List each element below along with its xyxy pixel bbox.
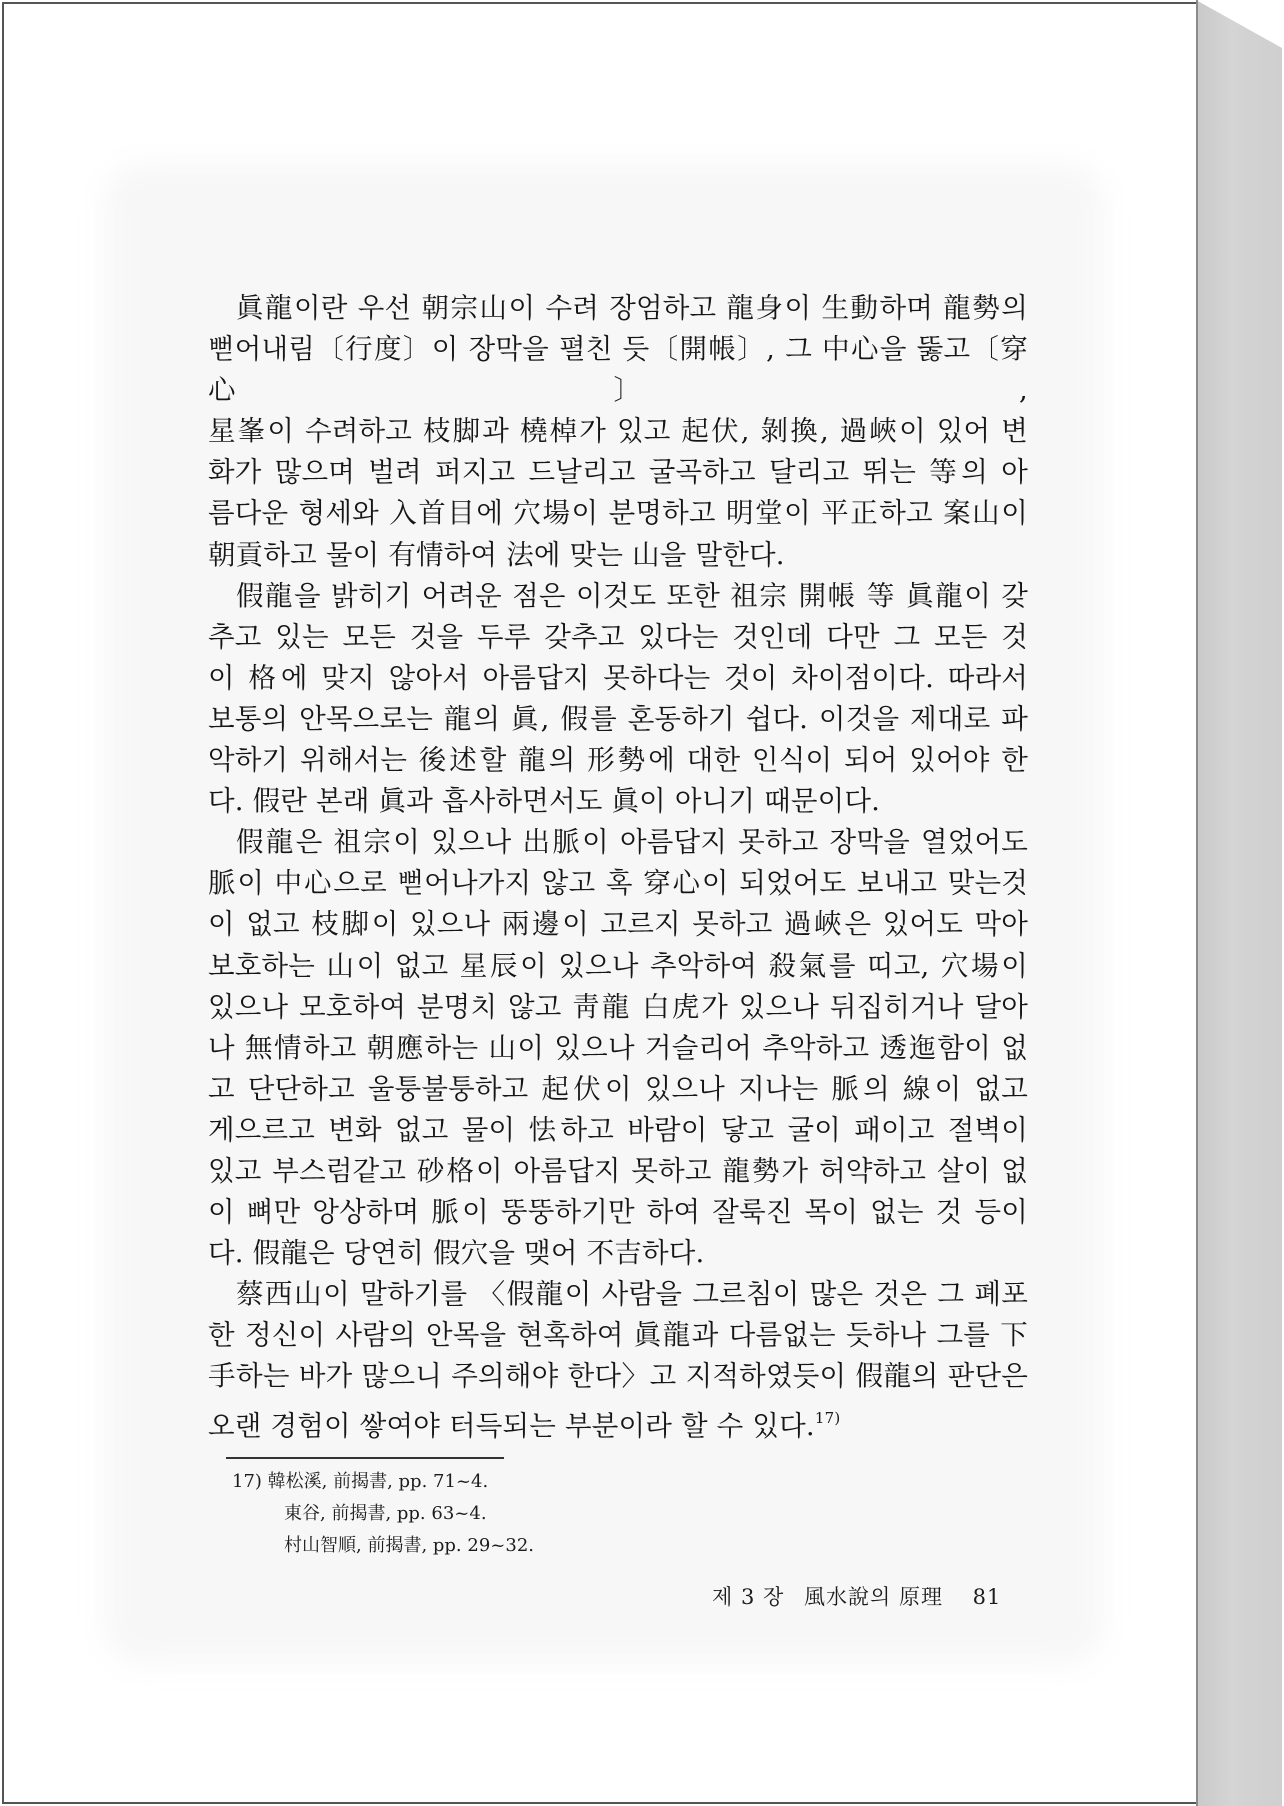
text-line: 假龍은 祖宗이 있으나 出脈이 아름답지 못하고 장막을 열었어도 bbox=[236, 826, 1028, 859]
body-text bbox=[208, 288, 1028, 1447]
text-line: 보통의 안목으로는 龍의 眞, 假를 혼동하기 쉽다. 이것을 제대로 파 bbox=[208, 702, 1028, 735]
text-line-final bbox=[208, 1398, 1028, 1447]
text-line: 蔡西山이 말하기를 〈假龍이 사람을 그르침이 많은 것은 그 폐포 bbox=[236, 1278, 1028, 1311]
footnote-entry: 東谷, 前揭書, pp. 63~4. bbox=[284, 1503, 487, 1524]
text-line: 朝貢하고 물이 有情하여 法에 맞는 山을 말한다. bbox=[208, 538, 785, 571]
text-line: 있으나 모호하여 분명치 않고 靑龍 白虎가 있으나 뒤집히거나 달아 bbox=[208, 990, 1028, 1023]
text-line: 고 단단하고 울퉁불퉁하고 起伏이 있으나 지나는 脈의 線이 없고 bbox=[208, 1072, 1028, 1105]
footnote-entry: 村山智順, 前揭書, pp. 29~32. bbox=[284, 1535, 534, 1556]
text-line-content: 오랜 경험이 쌓여야 터득되는 부분이라 할 수 있다. bbox=[208, 1409, 815, 1442]
text-line: 나 無情하고 朝應하는 山이 있으나 거슬리어 추악하고 透迤함이 없 bbox=[208, 1031, 1028, 1064]
page-edge-line bbox=[1196, 0, 1198, 1806]
text-line: 眞龍이란 우선 朝宗山이 수려 장엄하고 龍身이 生動하며 龍勢의 bbox=[236, 292, 1028, 324]
text-line: 뻗어내림〔行度〕이 장막을 펼친 듯〔開帳〕, 그 中心을 뚫고〔穿心〕, bbox=[208, 333, 1028, 407]
footnotes bbox=[232, 1466, 534, 1562]
footnote-divider bbox=[226, 1457, 504, 1459]
text-line: 한 정신이 사람의 안목을 현혹하여 眞龍과 다름없는 듯하나 그를 下 bbox=[208, 1319, 1028, 1352]
text-line: 星峯이 수려하고 枝脚과 橈棹가 있고 起伏, 剝換, 過峽이 있어 변 bbox=[208, 415, 1028, 448]
text-line: 脈이 中心으로 뻗어나가지 않고 혹 穿心이 되었어도 보내고 맞는것 bbox=[208, 867, 1028, 900]
text-line: 다. 假龍은 당연히 假穴을 맺어 不吉하다. bbox=[208, 1237, 705, 1270]
text-line: 추고 있는 모든 것을 두루 갖추고 있다는 것인데 다만 그 모든 것 bbox=[208, 620, 1028, 653]
text-line: 手하는 바가 많으니 주의해야 한다〉고 지적하였듯이 假龍의 판단은 bbox=[208, 1360, 1028, 1393]
text-line: 다. 假란 본래 眞과 흡사하면서도 眞이 아니기 때문이다. bbox=[208, 785, 881, 818]
text-line: 보호하는 山이 없고 星辰이 있으나 추악하여 殺氣를 띠고, 穴場이 bbox=[208, 949, 1028, 982]
page-stack-edge bbox=[1196, 0, 1282, 1806]
running-footer bbox=[712, 1581, 1001, 1611]
chapter-title: 風水說의 原理 bbox=[803, 1585, 943, 1609]
text-line: 화가 많으며 벌려 퍼지고 드날리고 굴곡하고 달리고 뛰는 等의 아 bbox=[208, 456, 1028, 489]
text-line: 假龍을 밝히기 어려운 점은 이것도 또한 祖宗 開帳 等 眞龍이 갖 bbox=[236, 579, 1028, 612]
text-line: 악하기 위해서는 後述할 龍의 形勢에 대한 인식이 되어 있어야 한 bbox=[208, 744, 1028, 777]
page-number: 81 bbox=[972, 1585, 1002, 1609]
text-line: 있고 부스럼같고 砂格이 아름답지 못하고 龍勢가 허약하고 살이 없 bbox=[208, 1154, 1028, 1187]
text-line: 름다운 형세와 入首目에 穴場이 분명하고 明堂이 平正하고 案山이 bbox=[208, 497, 1028, 530]
text-line: 이 뼈만 앙상하며 脈이 뚱뚱하기만 하여 잘룩진 목이 없는 것 등이 bbox=[208, 1196, 1028, 1229]
text-line: 이 없고 枝脚이 있으나 兩邊이 고르지 못하고 過峽은 있어도 막아 bbox=[208, 908, 1028, 941]
text-line: 게으르고 변화 없고 물이 怯하고 바람이 닿고 굴이 패이고 절벽이 bbox=[208, 1113, 1028, 1146]
text-line: 이 格에 맞지 않아서 아름답지 못하다는 것이 차이점이다. 따라서 bbox=[208, 661, 1028, 694]
footnote-reference[interactable]: 17) bbox=[814, 1408, 841, 1427]
chapter-label: 제 3 장 bbox=[712, 1585, 785, 1609]
footnote-entry: 17) 韓松溪, 前揭書, pp. 71~4. bbox=[232, 1471, 489, 1492]
